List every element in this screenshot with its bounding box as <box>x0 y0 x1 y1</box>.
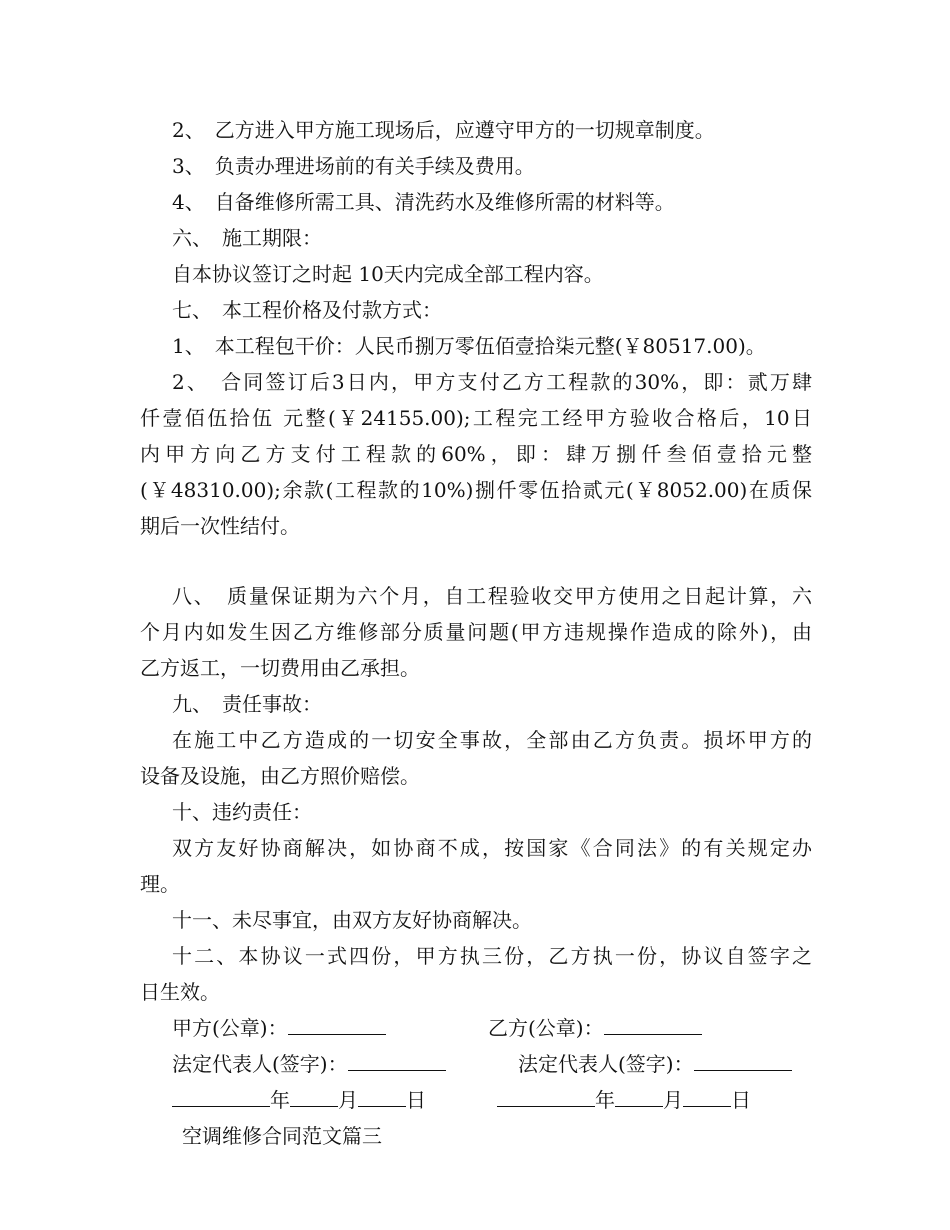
section-7-item-2-line-2: 仟壹佰伍拾伍 元整(￥24155.00);工程完工经甲方验收合格后，10日 <box>140 406 812 430</box>
party-b-rep-row <box>518 1050 792 1078</box>
section-9-line-2: 设备及设施，由乙方照价赔偿。 <box>140 764 420 788</box>
party-b-seal-blank <box>604 1016 702 1035</box>
section-7-item-2-line-4: (￥48310.00);余款(工程款的10%)捌仟零伍拾贰元(￥8052.00)在质保 <box>140 478 812 502</box>
party-a-seal-blank <box>288 1016 386 1035</box>
party-a-rep-blank <box>348 1052 446 1071</box>
section-10-line-2: 理。 <box>140 872 180 896</box>
party-b-seal-row <box>488 1014 702 1042</box>
section-7-item-2-line-5: 期后一次性结付。 <box>140 514 300 538</box>
section-12-line-1: 十二、本协议一式四份，甲方执三份，乙方执一份，协议自签字之 <box>172 944 812 968</box>
party-b-month-label: 月 <box>663 1088 683 1112</box>
section-8-line-3: 乙方返工，一切费用由乙承担。 <box>140 656 420 680</box>
party-a-year-blank <box>172 1088 270 1107</box>
party-b-day-label: 日 <box>731 1088 751 1112</box>
party-a-seal-row <box>172 1014 386 1042</box>
party-b-rep-blank <box>694 1052 792 1071</box>
section-6-heading: 六、 施工期限： <box>172 226 322 250</box>
party-b-seal-label: 乙方(公章)： <box>488 1016 604 1040</box>
party-b-year-blank <box>497 1088 595 1107</box>
party-b-month-blank <box>615 1088 663 1107</box>
section-7-heading: 七、 本工程价格及付款方式： <box>172 298 442 322</box>
party-b-rep-label: 法定代表人(签字)： <box>518 1052 694 1076</box>
clause-5-item-4: 4、 自备维修所需工具、清洗药水及维修所需的材料等。 <box>172 190 675 214</box>
party-a-day-blank <box>358 1088 406 1107</box>
party-a-rep-row <box>172 1050 446 1078</box>
section-6-text: 自本协议签订之时起 10天内完成全部工程内容。 <box>172 262 604 286</box>
clause-5-item-2: 2、 乙方进入甲方施工现场后，应遵守甲方的一切规章制度。 <box>172 118 715 142</box>
section-12-line-2: 日生效。 <box>140 980 220 1004</box>
party-a-rep-label: 法定代表人(签字)： <box>172 1052 348 1076</box>
section-9-heading: 九、 责任事故： <box>172 692 322 716</box>
party-a-month-label: 月 <box>338 1088 358 1112</box>
party-b-year-label: 年 <box>595 1088 615 1112</box>
section-7-item-1: 1、 本工程包干价：人民币捌万零伍佰壹拾柒元整(￥80517.00)。 <box>172 334 766 358</box>
section-8-line-1: 八、 质量保证期为六个月，自工程验收交甲方使用之日起计算，六 <box>172 584 812 608</box>
section-8-line-2: 个月内如发生因乙方维修部分质量问题(甲方违规操作造成的除外)，由 <box>140 620 812 644</box>
party-a-month-blank <box>290 1088 338 1107</box>
party-a-date-row <box>172 1086 426 1114</box>
section-9-line-1: 在施工中乙方造成的一切安全事故，全部由乙方负责。损坏甲方的 <box>172 728 812 752</box>
next-section-title: 空调维修合同范文篇三 <box>182 1124 382 1148</box>
clause-5-item-3: 3、 负责办理进场前的有关手续及费用。 <box>172 154 535 178</box>
party-a-seal-label: 甲方(公章)： <box>172 1016 288 1040</box>
section-11: 十一、未尽事宜，由双方友好协商解决。 <box>172 908 532 932</box>
section-7-item-2-line-1: 2、 合同签订后3日内，甲方支付乙方工程款的30%，即：贰万肆 <box>172 370 812 394</box>
party-b-date-row <box>497 1086 751 1114</box>
section-10-heading: 十、违约责任： <box>172 800 312 824</box>
section-10-line-1: 双方友好协商解决，如协商不成，按国家《合同法》的有关规定办 <box>172 836 812 860</box>
party-a-year-label: 年 <box>270 1088 290 1112</box>
section-7-item-2-line-3: 内甲方向乙方支付工程款的60%，即：肆万捌仟叁佰壹拾元整 <box>140 442 812 466</box>
party-b-day-blank <box>683 1088 731 1107</box>
party-a-day-label: 日 <box>406 1088 426 1112</box>
